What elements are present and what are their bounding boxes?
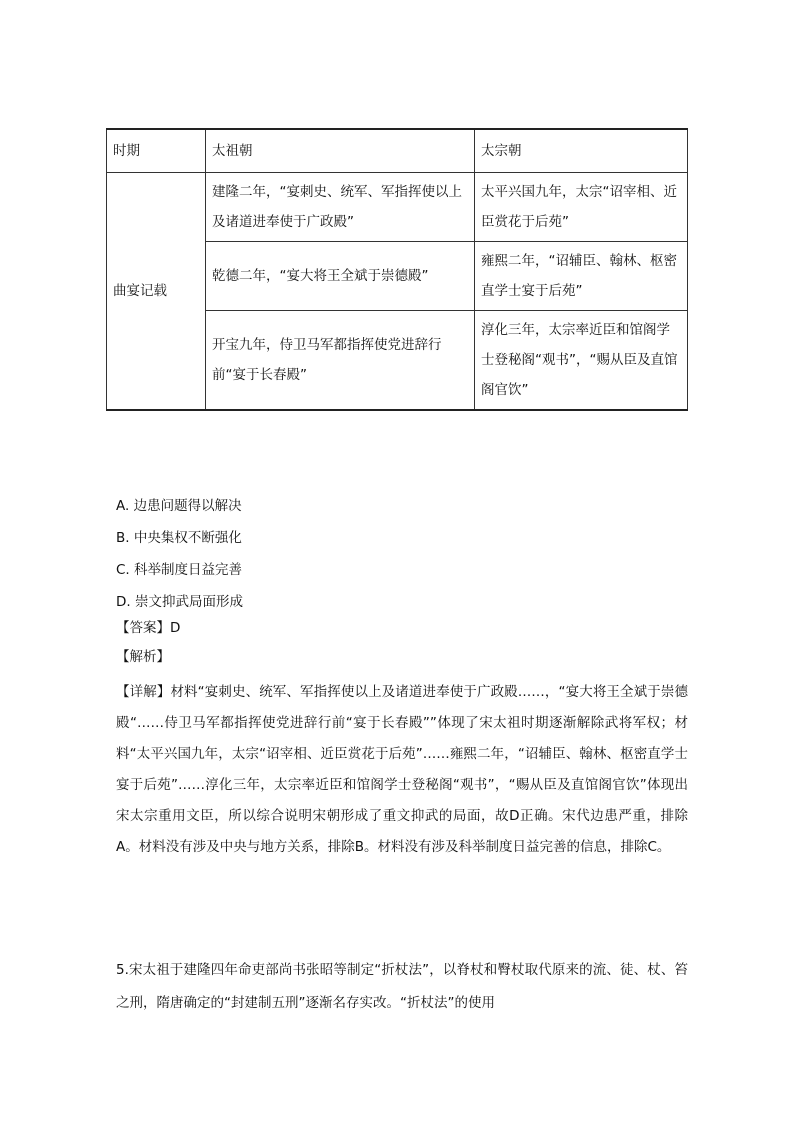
taizu-cell: 开宝九年，侍卫马军都指挥使党进辞行前“宴于长春殿” — [206, 311, 475, 411]
analysis-heading: 【解析】 — [116, 649, 170, 665]
analysis-paragraph: 【详解】材料“宴刺史、统军、军指挥使以上及诸道进奉使于广政殿……，“宴大将王全斌于崇德殿“……侍卫马军都指挥使党进辞行前“宴于长春殿””体现了宋太祖时期逐渐解除武将军权；材料“太平兴国九年，太宗“诏宰相、近臣赏花于后苑”……雍熙二年，“诏辅臣、翰林、枢密直学士宴于后苑”……淳化三年，太宗率近臣和馆阁学士登秘阁“观书”，“赐从臣及直馆阁官饮”体现出宋太宗重用文臣，所以综合说明宋朝形成了重文抑武的局面，故D正确。宋代边患严重，排除A。材料没有涉及中央与地方关系，排除B。材料没有涉及科举制度日益完善的信息，排除C。 — [116, 684, 688, 855]
taizong-cell: 太平兴国九年，太宗“诏宰相、近臣赏花于后苑” — [475, 173, 688, 242]
answer-block — [116, 614, 180, 672]
table-row — [107, 173, 688, 242]
taizong-cell: 淳化三年，太宗率近臣和馆阁学士登秘阁“观书”，“赐从臣及直馆阁官饮” — [475, 311, 688, 411]
table-header-row — [107, 129, 688, 173]
row-label-banquet: 曲宴记载 — [107, 173, 206, 411]
answer-line: 【答案】D — [116, 620, 181, 636]
taizu-cell: 乾德二年，“宴大将王全斌于崇德殿” — [206, 242, 475, 311]
header-taizu: 太祖朝 — [206, 129, 475, 173]
header-period: 时期 — [107, 129, 206, 173]
taizong-cell: 雍熙二年，“诏辅臣、翰林、枢密直学士宴于后苑” — [475, 242, 688, 311]
banquet-records-table — [106, 128, 688, 411]
option-c: C. 科举制度日益完善 — [116, 562, 243, 578]
taizu-cell: 建隆二年，“宴刺史、统军、军指挥使以上及诸道进奉使于广政殿” — [206, 173, 475, 242]
option-b: B. 中央集权不断强化 — [116, 530, 242, 546]
answer-options — [116, 490, 243, 618]
option-d: D. 崇文抑武局面形成 — [116, 594, 243, 610]
next-question: 5.宋太祖于建隆四年命吏部尚书张昭等制定“折杖法”，以脊杖和臀杖取代原来的流、徒、杖、笞之刑，隋唐确定的“封建制五刑”逐渐名存实改。“折杖法”的使用 — [116, 962, 688, 1011]
header-taizong: 太宗朝 — [475, 129, 688, 173]
option-a: A. 边患问题得以解决 — [116, 498, 242, 514]
